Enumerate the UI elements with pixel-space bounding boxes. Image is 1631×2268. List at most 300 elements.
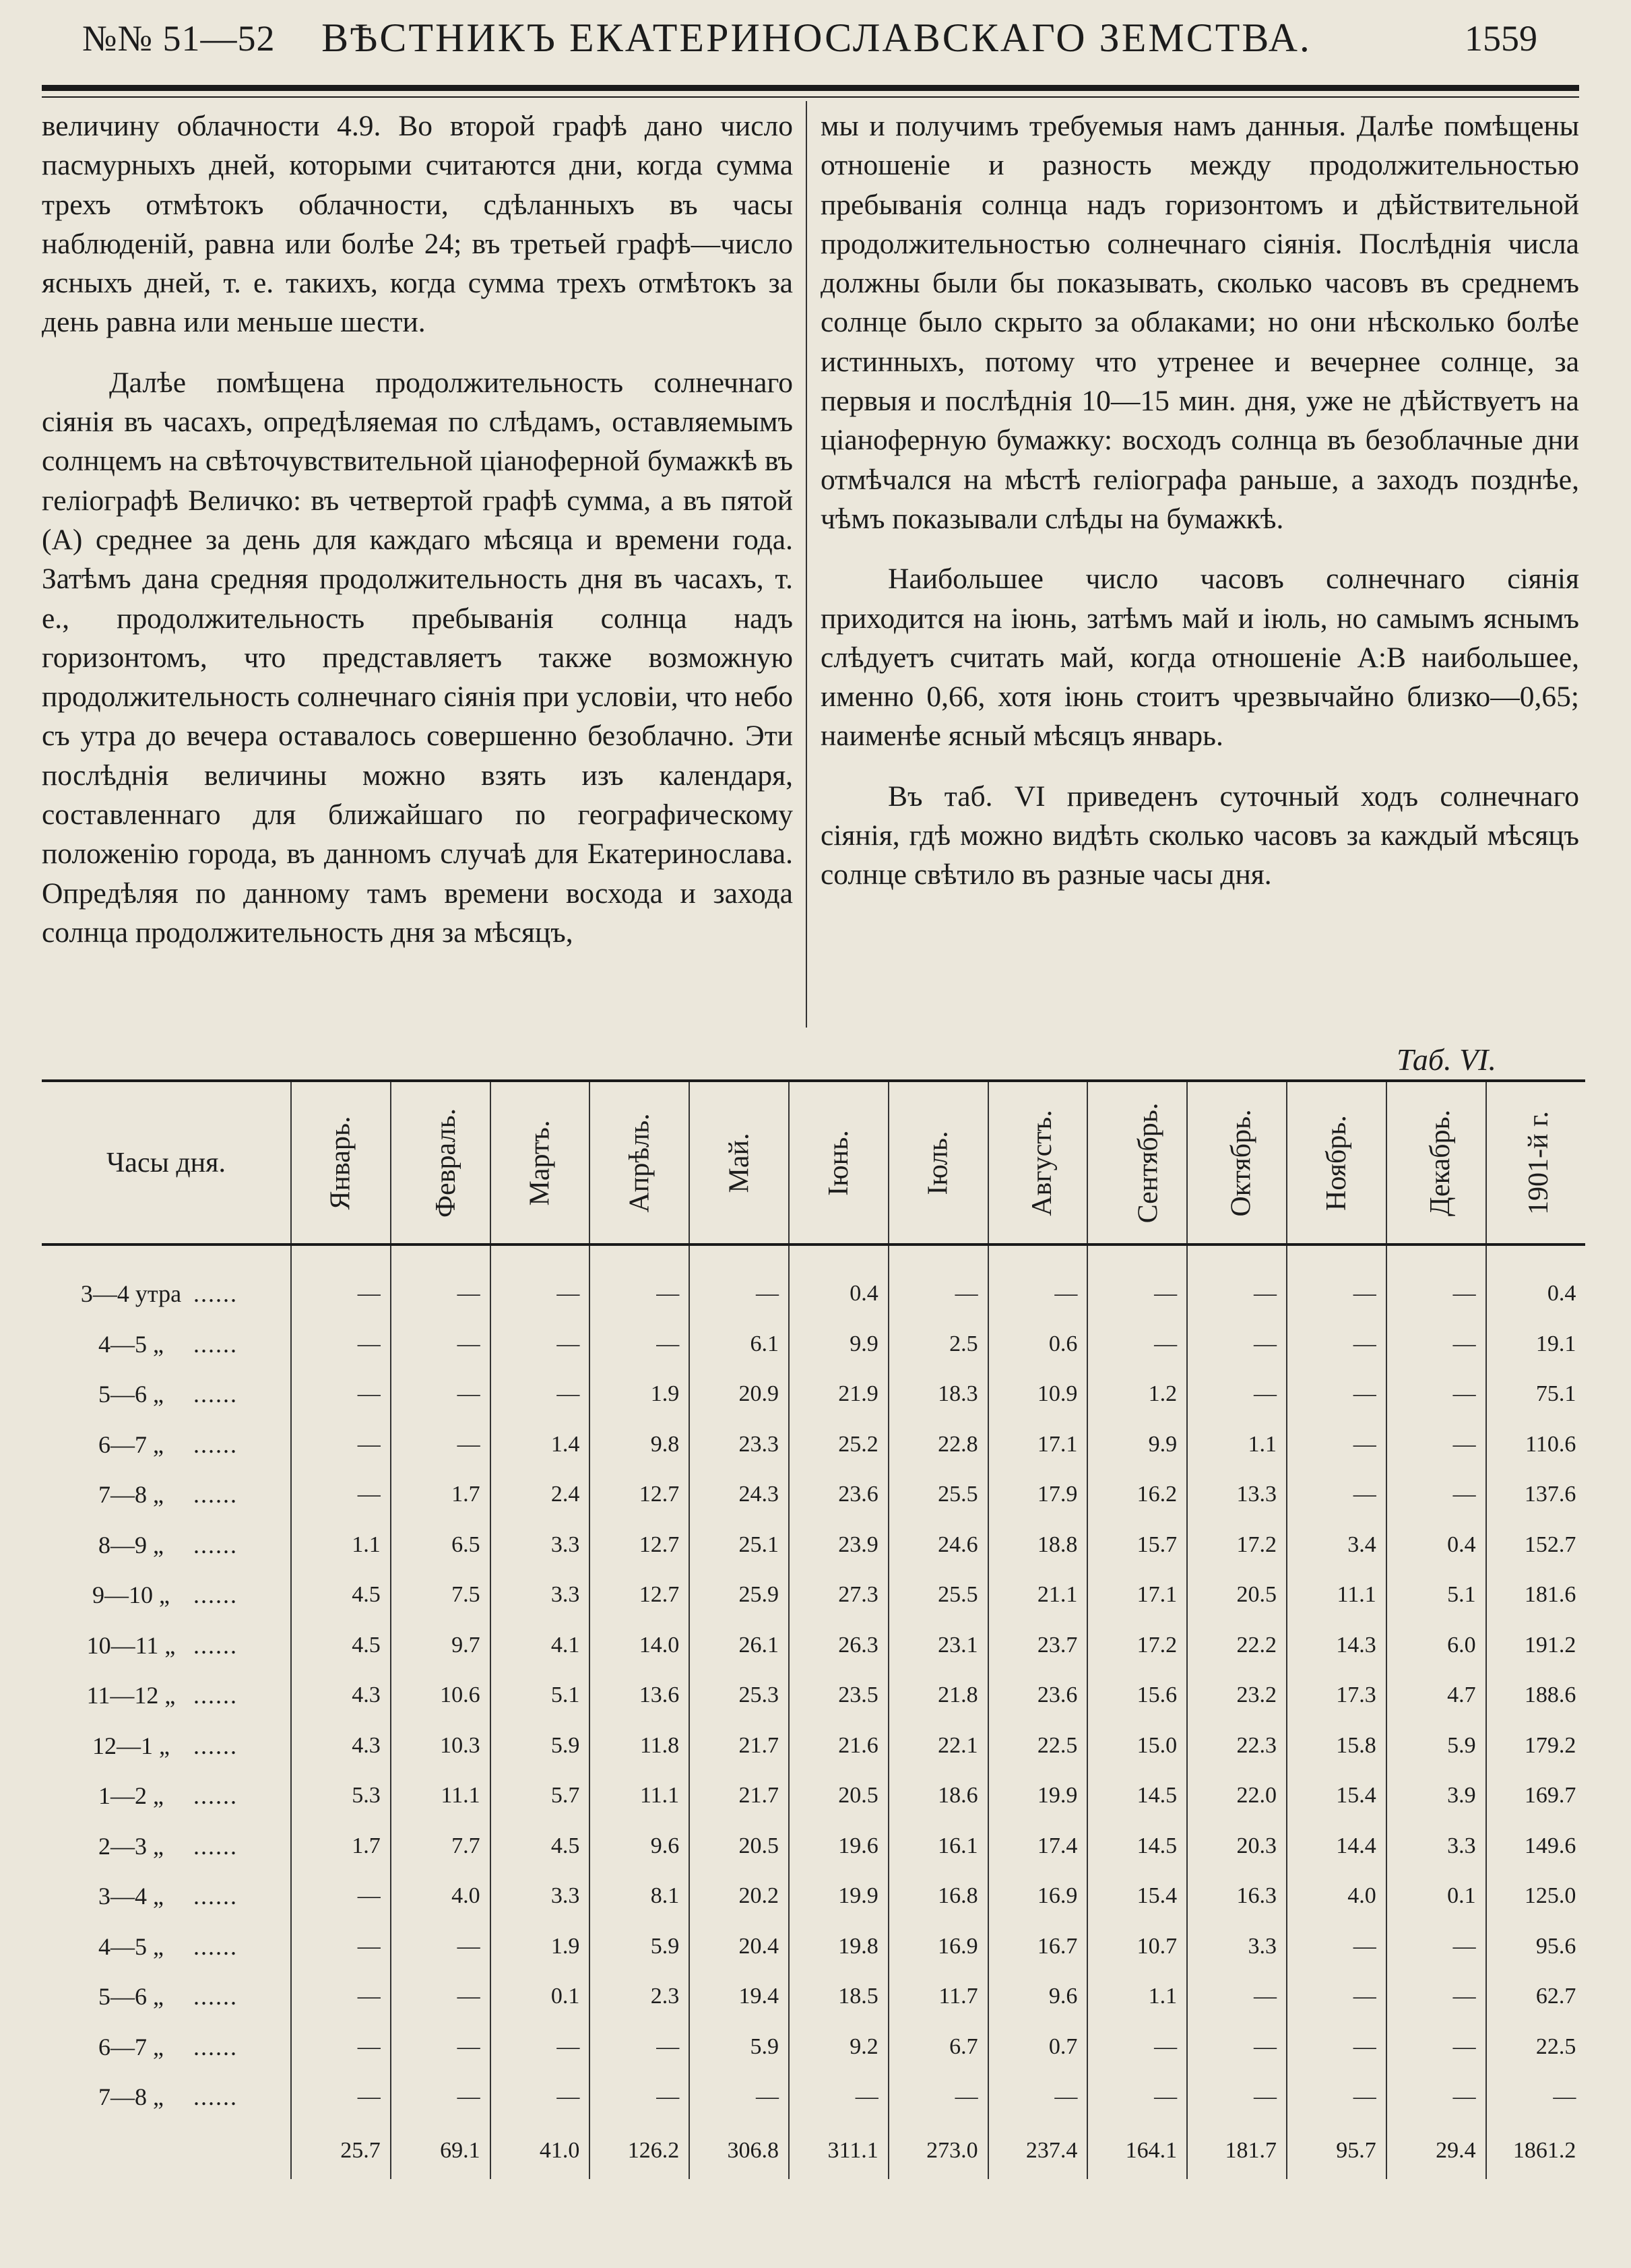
month-header-label: Май.	[724, 1133, 755, 1193]
value-cell: 4.7	[1386, 1670, 1486, 1721]
value-cell: 19.9	[789, 1871, 889, 1922]
month-column-header	[589, 1081, 689, 1245]
leader-dots: ......	[193, 1280, 238, 1308]
value-cell: 23.1	[889, 1620, 988, 1671]
table-row	[42, 1570, 1585, 1620]
value-cell: 7.5	[391, 1570, 490, 1620]
leader-dots: ......	[193, 1631, 238, 1659]
table-row	[42, 1771, 1585, 1821]
value-cell: —	[1386, 1319, 1486, 1370]
value-cell: 19.6	[789, 1821, 889, 1872]
value-cell: 3.3	[490, 1520, 590, 1571]
value-cell: 1.7	[391, 1470, 490, 1520]
total-cell: 69.1	[391, 2122, 490, 2179]
month-column-header	[1486, 1081, 1586, 1245]
journal-title: ВѢСТНИКЪ ЕКАТЕРИНОСЛАВСКАГО ЗЕМСТВА.	[321, 15, 1312, 60]
leader-dots: ......	[193, 1682, 238, 1709]
value-cell: —	[490, 1245, 590, 1319]
value-cell: 21.7	[689, 1771, 789, 1821]
value-cell: —	[291, 1369, 391, 1420]
value-cell: 19.1	[1486, 1319, 1586, 1370]
value-cell: —	[1486, 2072, 1586, 2122]
value-cell: 9.6	[988, 1972, 1088, 2022]
value-cell: —	[1386, 1369, 1486, 1420]
value-cell: 23.6	[789, 1470, 889, 1520]
table-header-row	[42, 1081, 1585, 1245]
value-cell: 181.6	[1486, 1570, 1586, 1620]
value-cell: 3.3	[1187, 1922, 1287, 1972]
total-cell: 1861.2	[1486, 2122, 1586, 2179]
value-cell: —	[1287, 1319, 1386, 1370]
total-cell: 126.2	[589, 2122, 689, 2179]
hours-label: 8—9 „	[98, 1531, 164, 1558]
value-cell: —	[391, 1245, 490, 1319]
hours-cell	[42, 1620, 291, 1671]
value-cell: —	[1087, 1245, 1187, 1319]
value-cell: 13.3	[1187, 1470, 1287, 1520]
value-cell: 11.8	[589, 1721, 689, 1771]
value-cell: —	[391, 2022, 490, 2073]
leader-dots: ......	[193, 1531, 238, 1558]
total-cell: 181.7	[1187, 2122, 1287, 2179]
value-cell: 1.1	[1187, 1420, 1287, 1470]
value-cell: 25.3	[689, 1670, 789, 1721]
hours-cell	[42, 1470, 291, 1520]
value-cell: —	[291, 2072, 391, 2122]
leader-dots: ......	[193, 2033, 238, 2060]
column-divider	[806, 101, 807, 1028]
month-header-label: Ноябрь.	[1320, 1114, 1352, 1211]
hours-label: 3—4 утра	[80, 1280, 182, 1308]
value-cell: 4.3	[291, 1670, 391, 1721]
hours-label: 10—11 „	[86, 1631, 176, 1659]
value-cell: 23.5	[789, 1670, 889, 1721]
totals-row	[42, 2122, 1585, 2179]
value-cell: 25.1	[689, 1520, 789, 1571]
hours-cell	[42, 1319, 291, 1370]
value-cell: —	[689, 2072, 789, 2122]
value-cell: 22.5	[1486, 2022, 1586, 2073]
value-cell: 19.8	[789, 1922, 889, 1972]
value-cell: —	[1386, 1972, 1486, 2022]
value-cell: —	[1287, 1470, 1386, 1520]
value-cell: 14.3	[1287, 1620, 1386, 1671]
hours-label: 7—8 „	[98, 1481, 164, 1509]
left-column	[42, 106, 793, 952]
value-cell: 24.3	[689, 1470, 789, 1520]
table-row	[42, 1245, 1585, 1319]
value-cell: 12.7	[589, 1470, 689, 1520]
value-cell: —	[490, 2022, 590, 2073]
value-cell: 3.3	[1386, 1821, 1486, 1872]
value-cell: 11.7	[889, 1972, 988, 2022]
value-cell: 4.0	[391, 1871, 490, 1922]
month-column-header	[1187, 1081, 1287, 1245]
value-cell: 1.1	[1087, 1972, 1187, 2022]
value-cell: 11.1	[391, 1771, 490, 1821]
value-cell: —	[1386, 1470, 1486, 1520]
right-column	[821, 106, 1579, 895]
total-cell: 41.0	[490, 2122, 590, 2179]
value-cell: —	[1287, 2022, 1386, 2073]
value-cell: 9.8	[589, 1420, 689, 1470]
hours-cell	[42, 1922, 291, 1972]
month-column-header	[391, 1081, 490, 1245]
value-cell: 2.4	[490, 1470, 590, 1520]
value-cell: —	[1087, 1319, 1187, 1370]
value-cell: 23.6	[988, 1670, 1088, 1721]
value-cell: —	[391, 1972, 490, 2022]
value-cell: 2.5	[889, 1319, 988, 1370]
totals-label-cell	[42, 2122, 291, 2179]
value-cell: —	[1386, 1922, 1486, 1972]
leader-dots: ......	[193, 1430, 238, 1458]
value-cell: —	[1087, 2022, 1187, 2073]
leader-dots: ......	[193, 2083, 238, 2111]
value-cell: 137.6	[1486, 1470, 1586, 1520]
value-cell: 24.6	[889, 1520, 988, 1571]
month-header-label: Мартъ.	[524, 1119, 556, 1206]
issue-number: №№ 51—52	[82, 18, 276, 59]
hours-cell	[42, 1670, 291, 1721]
month-column-header	[291, 1081, 391, 1245]
value-cell: 6.1	[689, 1319, 789, 1370]
value-cell: 17.9	[988, 1470, 1088, 1520]
hours-label: 12—1 „	[92, 1732, 170, 1759]
table-row	[42, 1520, 1585, 1571]
hours-cell	[42, 2072, 291, 2122]
value-cell: 15.4	[1087, 1871, 1187, 1922]
month-column-header	[490, 1081, 590, 1245]
value-cell: 16.9	[988, 1871, 1088, 1922]
value-cell: 23.3	[689, 1420, 789, 1470]
value-cell: 17.2	[1187, 1520, 1287, 1571]
value-cell: 21.6	[789, 1721, 889, 1771]
value-cell: —	[889, 2072, 988, 2122]
value-cell: 0.4	[1386, 1520, 1486, 1571]
hours-cell	[42, 1420, 291, 1470]
value-cell: 25.2	[789, 1420, 889, 1470]
value-cell: 10.9	[988, 1369, 1088, 1420]
hours-label: 6—7 „	[98, 2033, 164, 2060]
leader-dots: ......	[193, 1983, 238, 2011]
hours-label: 7—8 „	[98, 2083, 164, 2111]
value-cell: 18.8	[988, 1520, 1088, 1571]
value-cell: —	[1386, 1245, 1486, 1319]
value-cell: 12.7	[589, 1570, 689, 1620]
header-rule-thin	[42, 96, 1579, 98]
value-cell: —	[1187, 1369, 1287, 1420]
value-cell: 188.6	[1486, 1670, 1586, 1721]
value-cell: 1.9	[589, 1369, 689, 1420]
value-cell: 16.8	[889, 1871, 988, 1922]
value-cell: 25.5	[889, 1570, 988, 1620]
value-cell: 11.1	[589, 1771, 689, 1821]
value-cell: 7.7	[391, 1821, 490, 1872]
value-cell: 14.0	[589, 1620, 689, 1671]
value-cell: —	[988, 2072, 1088, 2122]
value-cell: 9.9	[789, 1319, 889, 1370]
value-cell: 125.0	[1486, 1871, 1586, 1922]
value-cell: —	[291, 1922, 391, 1972]
value-cell: 16.2	[1087, 1470, 1187, 1520]
table-row	[42, 1821, 1585, 1872]
sunshine-table	[42, 1079, 1579, 2179]
value-cell: 149.6	[1486, 1821, 1586, 1872]
value-cell: 26.3	[789, 1620, 889, 1671]
value-cell: 1.1	[291, 1520, 391, 1571]
value-cell: —	[1287, 1369, 1386, 1420]
hours-cell	[42, 1721, 291, 1771]
value-cell: —	[1187, 1319, 1287, 1370]
hours-label: 2—3 „	[98, 1832, 164, 1860]
value-cell: 4.1	[490, 1620, 590, 1671]
month-header-label: 1901-й г.	[1523, 1110, 1554, 1215]
value-cell: —	[291, 2022, 391, 2073]
value-cell: —	[490, 1319, 590, 1370]
value-cell: 1.9	[490, 1922, 590, 1972]
value-cell: —	[291, 1245, 391, 1319]
value-cell: 15.6	[1087, 1670, 1187, 1721]
table-row	[42, 1420, 1585, 1470]
value-cell: 5.9	[689, 2022, 789, 2073]
value-cell: 4.0	[1287, 1871, 1386, 1922]
value-cell: 5.9	[589, 1922, 689, 1972]
value-cell: 1.7	[291, 1821, 391, 1872]
value-cell: 15.4	[1287, 1771, 1386, 1821]
month-header-label: Апрѣль.	[625, 1112, 656, 1213]
value-cell: —	[1187, 1972, 1287, 2022]
table-row	[42, 1871, 1585, 1922]
table-row	[42, 1319, 1585, 1370]
page-number: 1559	[1465, 18, 1537, 59]
value-cell: 17.1	[1087, 1570, 1187, 1620]
hours-cell	[42, 1520, 291, 1571]
hours-column-header: Часы дня.	[42, 1081, 291, 1245]
hours-label: 4—5 „	[98, 1330, 164, 1358]
value-cell: 20.5	[789, 1771, 889, 1821]
value-cell: 6.0	[1386, 1620, 1486, 1671]
value-cell: 5.9	[490, 1721, 590, 1771]
value-cell: 5.1	[490, 1670, 590, 1721]
total-cell: 25.7	[291, 2122, 391, 2179]
value-cell: 5.7	[490, 1771, 590, 1821]
value-cell: 13.6	[589, 1670, 689, 1721]
value-cell: 3.9	[1386, 1771, 1486, 1821]
value-cell: 26.1	[689, 1620, 789, 1671]
value-cell: 18.5	[789, 1972, 889, 2022]
value-cell: 22.2	[1187, 1620, 1287, 1671]
right-paragraph-3: Въ таб. VI приведенъ суточный ходъ солнечнаго сіянія, гдѣ можно видѣть сколько часовъ за каждый мѣсяцъ солнце свѣтило въ разные часы дня.	[821, 780, 1579, 891]
value-cell: —	[1287, 1972, 1386, 2022]
value-cell: —	[291, 1470, 391, 1520]
value-cell: 20.3	[1187, 1821, 1287, 1872]
value-cell: 4.5	[291, 1570, 391, 1620]
month-header-label: Декабрь.	[1424, 1109, 1456, 1216]
value-cell: —	[391, 1369, 490, 1420]
value-cell: —	[889, 1245, 988, 1319]
month-column-header	[789, 1081, 889, 1245]
total-cell: 29.4	[1386, 2122, 1486, 2179]
value-cell: 4.3	[291, 1721, 391, 1771]
page-header	[42, 12, 1591, 73]
leader-dots: ......	[193, 1832, 238, 1860]
table-row	[42, 1620, 1585, 1671]
value-cell: 1.4	[490, 1420, 590, 1470]
value-cell: —	[1187, 2072, 1287, 2122]
value-cell: —	[490, 2072, 590, 2122]
value-cell: 20.2	[689, 1871, 789, 1922]
value-cell: 17.2	[1087, 1620, 1187, 1671]
value-cell: 23.7	[988, 1620, 1088, 1671]
value-cell: 6.5	[391, 1520, 490, 1571]
month-header-label: Октябрь.	[1225, 1108, 1257, 1217]
value-cell: —	[1386, 2022, 1486, 2073]
value-cell: 20.4	[689, 1922, 789, 1972]
value-cell: 5.3	[291, 1771, 391, 1821]
value-cell: 14.5	[1087, 1821, 1187, 1872]
value-cell: 17.4	[988, 1821, 1088, 1872]
value-cell: 19.4	[689, 1972, 789, 2022]
hours-label: 1—2 „	[98, 1782, 164, 1810]
table-row	[42, 1670, 1585, 1721]
value-cell: 0.6	[988, 1319, 1088, 1370]
value-cell: 0.1	[1386, 1871, 1486, 1922]
value-cell: 25.9	[689, 1570, 789, 1620]
value-cell: 27.3	[789, 1570, 889, 1620]
value-cell: 62.7	[1486, 1972, 1586, 2022]
value-cell: 17.3	[1287, 1670, 1386, 1721]
table-label: Таб. VI.	[1397, 1042, 1496, 1077]
value-cell: 18.3	[889, 1369, 988, 1420]
value-cell: 10.6	[391, 1670, 490, 1721]
value-cell: —	[589, 1319, 689, 1370]
month-header-label: Іюль.	[922, 1131, 954, 1195]
value-cell: 9.6	[589, 1821, 689, 1872]
right-paragraph-2: Наибольшее число часовъ солнечнаго сіянія приходится на іюнь, затѣмъ май и іюль, но самымъ яснымъ слѣдуетъ считать май, когда отношеніе А:В наибольшее, именно 0,66, хотя іюнь стоитъ чрезвычайно близко—0,65; наименѣе ясный мѣсяцъ январь.	[821, 563, 1579, 753]
value-cell: —	[1386, 2072, 1486, 2122]
value-cell: —	[1187, 1245, 1287, 1319]
value-cell: 21.7	[689, 1721, 789, 1771]
value-cell: 169.7	[1486, 1771, 1586, 1821]
value-cell: —	[1287, 1245, 1386, 1319]
hours-label: 5—6 „	[98, 1381, 164, 1408]
hours-label: 4—5 „	[98, 1932, 164, 1960]
hours-label: 11—12 „	[86, 1682, 176, 1709]
value-cell: —	[1386, 1420, 1486, 1470]
value-cell: 75.1	[1486, 1369, 1586, 1420]
value-cell: 10.3	[391, 1721, 490, 1771]
table-body	[42, 1245, 1585, 2179]
table-row	[42, 2072, 1585, 2122]
table-row	[42, 2022, 1585, 2073]
header-rule	[42, 85, 1579, 91]
hours-cell	[42, 1245, 291, 1319]
hours-label: 3—4 „	[98, 1883, 164, 1910]
value-cell: 4.5	[291, 1620, 391, 1671]
leader-dots: ......	[193, 1381, 238, 1408]
value-cell: 21.9	[789, 1369, 889, 1420]
value-cell: 15.8	[1287, 1721, 1386, 1771]
total-cell: 95.7	[1287, 2122, 1386, 2179]
value-cell: —	[1287, 1420, 1386, 1470]
total-cell: 237.4	[988, 2122, 1088, 2179]
value-cell: —	[391, 1420, 490, 1470]
hours-cell	[42, 1369, 291, 1420]
value-cell: 20.5	[689, 1821, 789, 1872]
value-cell: 8.1	[589, 1871, 689, 1922]
value-cell: 16.7	[988, 1922, 1088, 1972]
value-cell: 14.4	[1287, 1821, 1386, 1872]
value-cell: 152.7	[1486, 1520, 1586, 1571]
month-header-label: Августъ.	[1026, 1109, 1058, 1216]
hours-cell	[42, 1570, 291, 1620]
value-cell: —	[1287, 2072, 1386, 2122]
value-cell: —	[291, 1319, 391, 1370]
value-cell: 22.1	[889, 1721, 988, 1771]
value-cell: —	[689, 1245, 789, 1319]
leader-dots: ......	[193, 1732, 238, 1759]
value-cell: 4.5	[490, 1821, 590, 1872]
value-cell: —	[391, 1319, 490, 1370]
value-cell: 11.1	[1287, 1570, 1386, 1620]
total-cell: 311.1	[789, 2122, 889, 2179]
value-cell: 17.1	[988, 1420, 1088, 1470]
total-cell: 306.8	[689, 2122, 789, 2179]
value-cell: —	[291, 1972, 391, 2022]
month-column-header	[689, 1081, 789, 1245]
value-cell: 15.0	[1087, 1721, 1187, 1771]
value-cell: 1.2	[1087, 1369, 1187, 1420]
value-cell: 3.3	[490, 1570, 590, 1620]
value-cell: —	[291, 1871, 391, 1922]
month-column-header	[988, 1081, 1088, 1245]
table-row	[42, 1972, 1585, 2022]
value-cell: 23.2	[1187, 1670, 1287, 1721]
hours-cell	[42, 1771, 291, 1821]
value-cell: 19.9	[988, 1771, 1088, 1821]
table-row	[42, 1369, 1585, 1420]
month-header-label: Іюнь.	[823, 1129, 854, 1196]
total-cell: 164.1	[1087, 2122, 1187, 2179]
left-paragraph-1: величину облачности 4.9. Во второй графѣ дано число пасмурныхъ дней, которыми считаются дни, когда сумма трехъ отмѣтокъ облачности, сдѣланныхъ въ часы наблюденій, равна или болѣе 24; въ третьей графѣ—число ясныхъ дней, т. е. такихъ, когда сумма трехъ отмѣтокъ за день равна или меньше шести.	[42, 110, 793, 339]
value-cell: 16.9	[889, 1922, 988, 1972]
value-cell: 20.9	[689, 1369, 789, 1420]
value-cell: 5.9	[1386, 1721, 1486, 1771]
value-cell: 14.5	[1087, 1771, 1187, 1821]
value-cell: —	[391, 1922, 490, 1972]
value-cell: 22.0	[1187, 1771, 1287, 1821]
value-cell: 0.7	[988, 2022, 1088, 2073]
value-cell: —	[988, 1245, 1088, 1319]
value-cell: 110.6	[1486, 1420, 1586, 1470]
leader-dots: ......	[193, 1330, 238, 1358]
hours-label: 5—6 „	[98, 1983, 164, 2011]
value-cell: 9.7	[391, 1620, 490, 1671]
value-cell: —	[291, 1420, 391, 1470]
total-cell: 273.0	[889, 2122, 988, 2179]
value-cell: —	[391, 2072, 490, 2122]
left-paragraph-2: Далѣе помѣщена продолжительность солнечнаго сіянія въ часахъ, опредѣляемая по слѣдамъ, оставляемымъ солнцемъ на свѣточувствительной ціаноферной бумажкѣ въ геліографѣ Величко: въ четвертой графѣ сумма, а въ пятой (А) среднее за день для каждаго мѣсяца и времени года. Затѣмъ дана средняя продолжительность дня въ часахъ, т. е., продолжительность пребыванія солнца надъ горизонтомъ, что представляетъ также возможную продолжительность солнечнаго сіянія при условіи, что небо съ утра до вечера оставалось совершенно безоблачно. Эти послѣднія величины можно взять изъ календаря, составленнаго для ближайшаго по географическому положенію города, въ данномъ случаѣ для Екатеринослава. Опредѣляя по данному тамъ времени восхода и захода солнца продолжительность дня за мѣсяцъ,	[42, 366, 793, 949]
value-cell: 22.8	[889, 1420, 988, 1470]
table-row	[42, 1721, 1585, 1771]
hours-label: 9—10 „	[92, 1581, 170, 1609]
value-cell: —	[1287, 1922, 1386, 1972]
value-cell: —	[589, 2022, 689, 2073]
value-cell: 10.7	[1087, 1922, 1187, 1972]
table-row	[42, 1470, 1585, 1520]
hours-cell	[42, 1871, 291, 1922]
